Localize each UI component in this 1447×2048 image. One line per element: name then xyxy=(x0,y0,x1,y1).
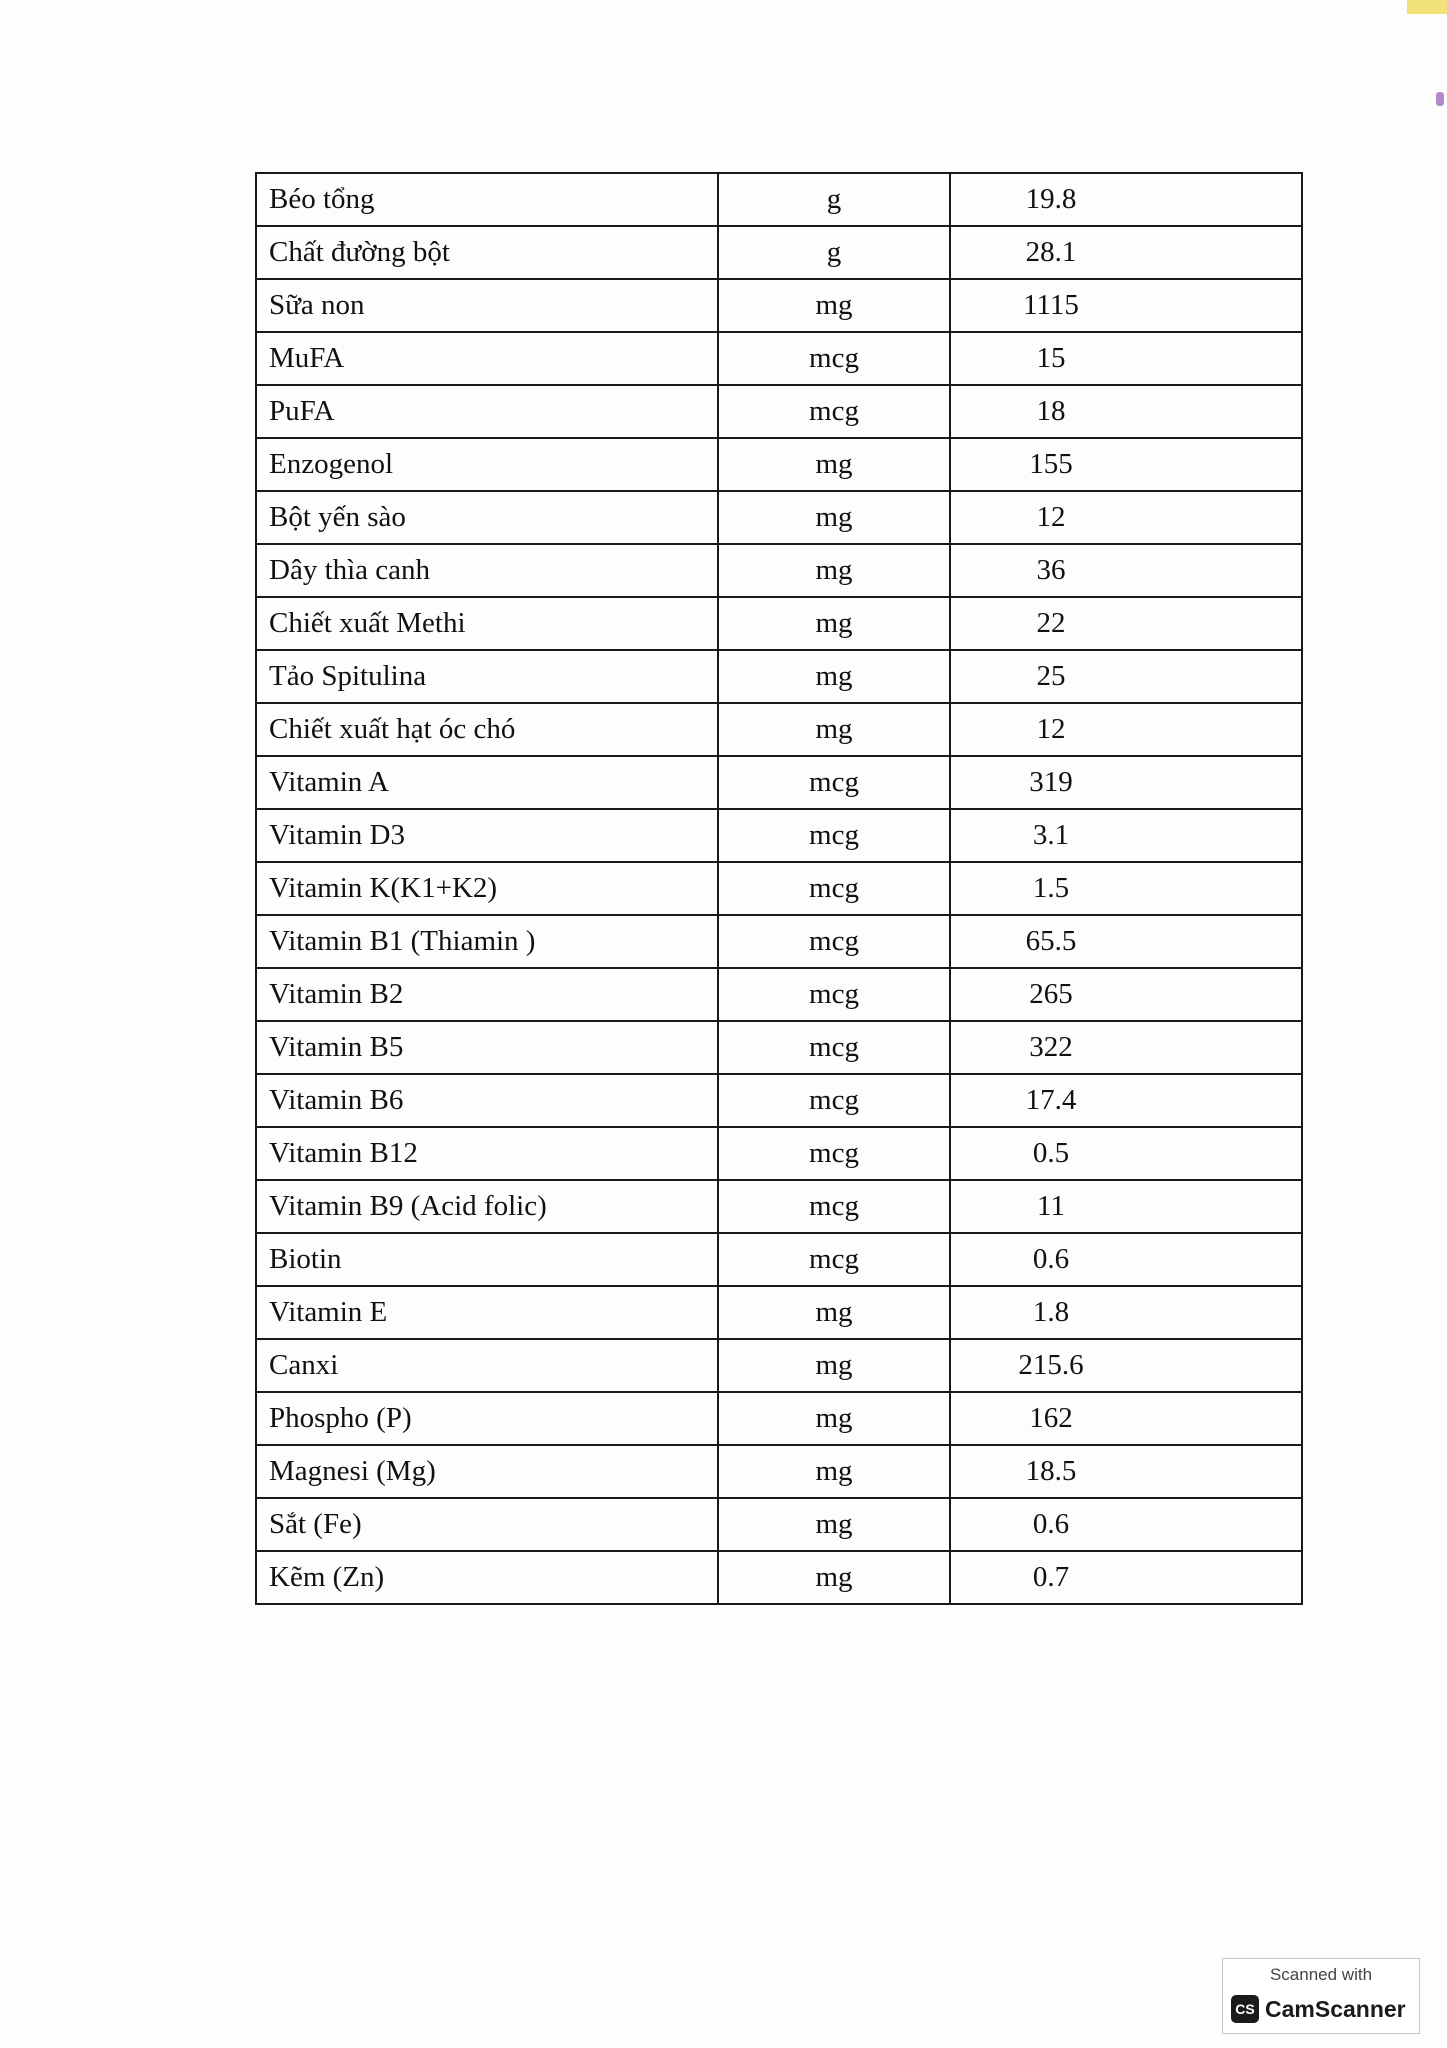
nutrient-name-cell: Tảo Spitulina xyxy=(256,650,718,703)
unit-cell: mg xyxy=(718,1445,950,1498)
nutrient-name-cell: Phospho (P) xyxy=(256,1392,718,1445)
unit-cell: mcg xyxy=(718,1180,950,1233)
value-cell: 1.5 xyxy=(950,862,1302,915)
value-cell: 28.1 xyxy=(950,226,1302,279)
corner-sticker xyxy=(1407,0,1447,14)
table-row xyxy=(256,703,1302,756)
badge-top-text: Scanned with xyxy=(1269,1965,1373,1984)
value-cell: 0.6 xyxy=(950,1498,1302,1551)
nutrition-table-wrapper xyxy=(255,172,1303,1605)
nutrition-table xyxy=(255,172,1303,1605)
table-row xyxy=(256,1021,1302,1074)
unit-cell: g xyxy=(718,173,950,226)
nutrient-name-cell: Biotin xyxy=(256,1233,718,1286)
nutrient-name-cell: Kẽm (Zn) xyxy=(256,1551,718,1604)
value-cell: 11 xyxy=(950,1180,1302,1233)
unit-cell: mg xyxy=(718,491,950,544)
value-cell: 15 xyxy=(950,332,1302,385)
camscanner-logo-icon: CS xyxy=(1231,1995,1259,2023)
nutrient-name-cell: Vitamin B5 xyxy=(256,1021,718,1074)
nutrient-name-cell: Chiết xuất hạt óc chó xyxy=(256,703,718,756)
table-row xyxy=(256,968,1302,1021)
value-cell: 18.5 xyxy=(950,1445,1302,1498)
nutrient-name-cell: Béo tổng xyxy=(256,173,718,226)
unit-cell: mg xyxy=(718,544,950,597)
unit-cell: mg xyxy=(718,597,950,650)
nutrient-name-cell: Sắt (Fe) xyxy=(256,1498,718,1551)
nutrient-name-cell: Vitamin B9 (Acid folic) xyxy=(256,1180,718,1233)
table-row xyxy=(256,650,1302,703)
value-cell: 22 xyxy=(950,597,1302,650)
nutrient-name-cell: Vitamin B12 xyxy=(256,1127,718,1180)
value-cell: 322 xyxy=(950,1021,1302,1074)
nutrient-name-cell: Vitamin B6 xyxy=(256,1074,718,1127)
unit-cell: mcg xyxy=(718,1021,950,1074)
table-row xyxy=(256,1180,1302,1233)
unit-cell: mg xyxy=(718,1339,950,1392)
unit-cell: mcg xyxy=(718,756,950,809)
unit-cell: mcg xyxy=(718,915,950,968)
nutrition-table-body xyxy=(256,173,1302,1604)
table-row xyxy=(256,491,1302,544)
unit-cell: mcg xyxy=(718,1233,950,1286)
table-row xyxy=(256,385,1302,438)
nutrient-name-cell: Dây thìa canh xyxy=(256,544,718,597)
value-cell: 65.5 xyxy=(950,915,1302,968)
table-row xyxy=(256,1498,1302,1551)
value-cell: 162 xyxy=(950,1392,1302,1445)
unit-cell: mcg xyxy=(718,862,950,915)
nutrient-name-cell: Vitamin B2 xyxy=(256,968,718,1021)
value-cell: 215.6 xyxy=(950,1339,1302,1392)
value-cell: 19.8 xyxy=(950,173,1302,226)
table-row xyxy=(256,1127,1302,1180)
unit-cell: mg xyxy=(718,1498,950,1551)
table-row xyxy=(256,1445,1302,1498)
nutrient-name-cell: PuFA xyxy=(256,385,718,438)
unit-cell: g xyxy=(718,226,950,279)
value-cell: 0.6 xyxy=(950,1233,1302,1286)
camscanner-badge xyxy=(1222,1958,1420,2034)
nutrient-name-cell: MuFA xyxy=(256,332,718,385)
badge-brand-name: CamScanner xyxy=(1265,1996,1406,2022)
unit-cell: mcg xyxy=(718,809,950,862)
value-cell: 25 xyxy=(950,650,1302,703)
unit-cell: mcg xyxy=(718,968,950,1021)
nutrient-name-cell: Sữa non xyxy=(256,279,718,332)
unit-cell: mg xyxy=(718,650,950,703)
unit-cell: mcg xyxy=(718,332,950,385)
table-row xyxy=(256,809,1302,862)
unit-cell: mg xyxy=(718,1551,950,1604)
table-row xyxy=(256,915,1302,968)
value-cell: 12 xyxy=(950,703,1302,756)
table-row xyxy=(256,173,1302,226)
table-row xyxy=(256,862,1302,915)
value-cell: 155 xyxy=(950,438,1302,491)
table-row xyxy=(256,1551,1302,1604)
value-cell: 12 xyxy=(950,491,1302,544)
unit-cell: mcg xyxy=(718,385,950,438)
table-row xyxy=(256,332,1302,385)
nutrient-name-cell: Magnesi (Mg) xyxy=(256,1445,718,1498)
table-row xyxy=(256,279,1302,332)
nutrient-name-cell: Vitamin E xyxy=(256,1286,718,1339)
unit-cell: mg xyxy=(718,279,950,332)
table-row xyxy=(256,1233,1302,1286)
nutrient-name-cell: Vitamin B1 (Thiamin ) xyxy=(256,915,718,968)
unit-cell: mg xyxy=(718,438,950,491)
unit-cell: mg xyxy=(718,703,950,756)
table-row xyxy=(256,756,1302,809)
unit-cell: mg xyxy=(718,1286,950,1339)
value-cell: 3.1 xyxy=(950,809,1302,862)
value-cell: 18 xyxy=(950,385,1302,438)
table-row xyxy=(256,1392,1302,1445)
table-row xyxy=(256,597,1302,650)
nutrient-name-cell: Vitamin K(K1+K2) xyxy=(256,862,718,915)
table-row xyxy=(256,1286,1302,1339)
value-cell: 36 xyxy=(950,544,1302,597)
table-row xyxy=(256,438,1302,491)
nutrient-name-cell: Chiết xuất Methi xyxy=(256,597,718,650)
value-cell: 1.8 xyxy=(950,1286,1302,1339)
unit-cell: mg xyxy=(718,1392,950,1445)
table-row xyxy=(256,544,1302,597)
value-cell: 1115 xyxy=(950,279,1302,332)
table-row xyxy=(256,1074,1302,1127)
nutrient-name-cell: Bột yến sào xyxy=(256,491,718,544)
value-cell: 0.7 xyxy=(950,1551,1302,1604)
unit-cell: mcg xyxy=(718,1127,950,1180)
value-cell: 265 xyxy=(950,968,1302,1021)
table-row xyxy=(256,226,1302,279)
nutrient-name-cell: Vitamin A xyxy=(256,756,718,809)
value-cell: 319 xyxy=(950,756,1302,809)
nutrient-name-cell: Canxi xyxy=(256,1339,718,1392)
nutrient-name-cell: Enzogenol xyxy=(256,438,718,491)
nutrient-name-cell: Chất đường bột xyxy=(256,226,718,279)
nutrient-name-cell: Vitamin D3 xyxy=(256,809,718,862)
table-row xyxy=(256,1339,1302,1392)
value-cell: 17.4 xyxy=(950,1074,1302,1127)
unit-cell: mcg xyxy=(718,1074,950,1127)
value-cell: 0.5 xyxy=(950,1127,1302,1180)
corner-dot-mark xyxy=(1436,92,1444,106)
